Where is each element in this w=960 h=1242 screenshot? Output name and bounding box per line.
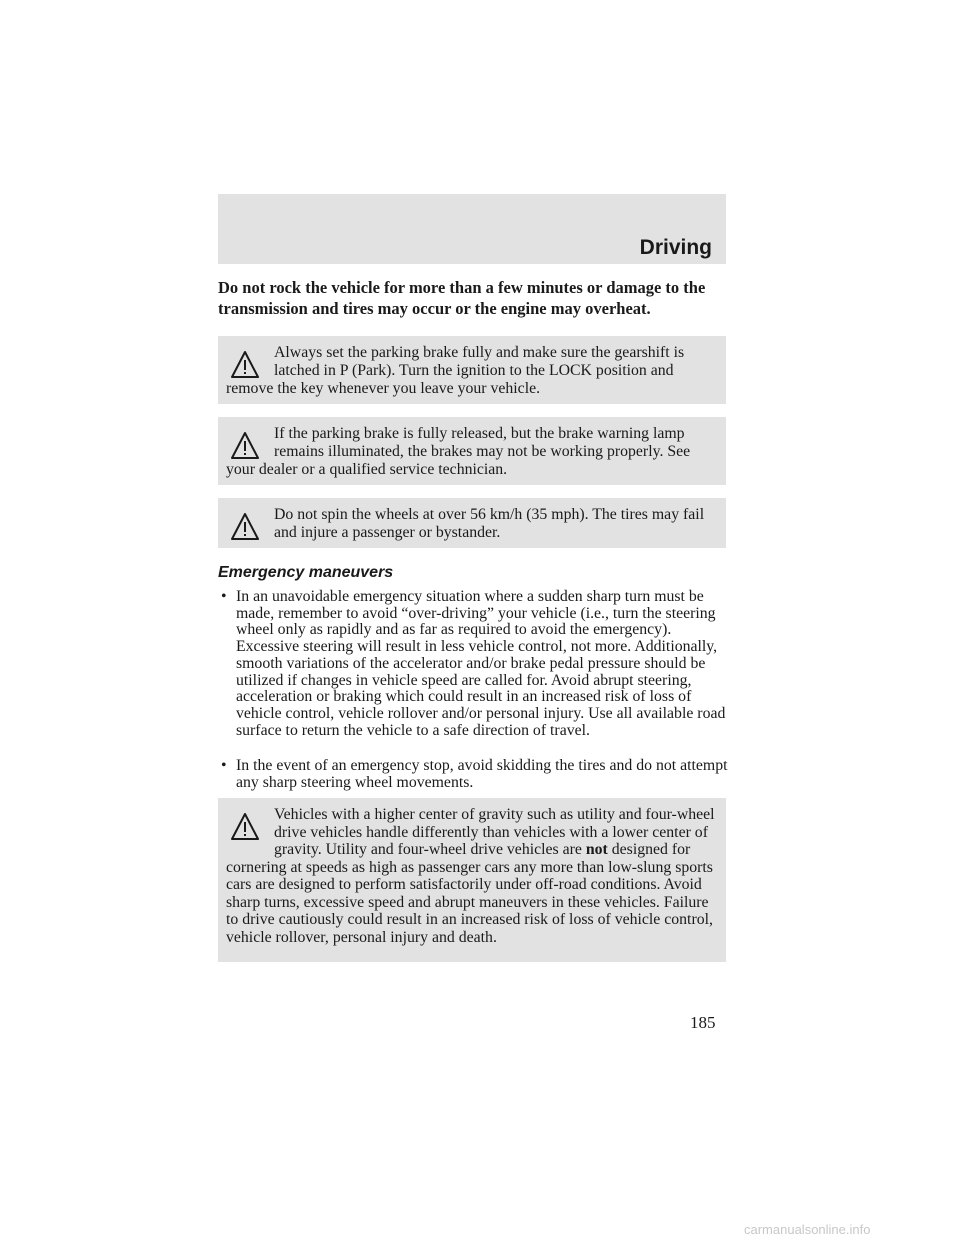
emergency-maneuvers-heading: Emergency maneuvers [218, 564, 394, 581]
section-header-band [218, 194, 726, 264]
warning-text [226, 806, 716, 946]
list-item [218, 758, 728, 791]
footer-watermark: carmanualsonline.info [744, 1222, 871, 1237]
bullet-icon: • [221, 588, 227, 605]
bullet-text: In the event of an emergency stop, avoid skidding the tires and do not attempt any sharp steering wheel movements. [236, 757, 728, 791]
warning-box-center-of-gravity [218, 798, 726, 962]
warning-text: If the parking brake is fully released, but the brake warning lamp remains illuminated, the brakes may not be working properly. See your dealer or a qualified service technician. [226, 425, 691, 479]
rocking-caution-text: Do not rock the vehicle for more than a few minutes or damage to the transmission and tires may occur or the engine may overheat. [218, 278, 706, 318]
bullet-icon: • [221, 757, 227, 774]
warning-text: Do not spin the wheels at over 56 km/h (35 mph). The tires may fail and injure a passenger or bystander. [274, 506, 705, 542]
warning-box-parking-brake [218, 336, 726, 404]
bullet-text: In an unavoidable emergency situation where a sudden sharp turn must be made, remember to avoid “over-driving” your vehicle (i.e., turn the steering wheel only as rapidly and as far as required to avoid the emergency). Excessive steering will result in less vehicle control, not more. Additionally, smooth variations of the accelerator and/or brake pedal pressure should be utilized if changes in vehicle speed are called for. Avoid abrupt steering, acceleration or braking which could result in an increased risk of loss of vehicle control, vehicle rollover and/or personal injury. Use all available road surface to return the vehicle to a safe direction of travel. [236, 588, 726, 739]
warning-triangle-icon [230, 350, 260, 380]
page-number: 185 [690, 1013, 716, 1032]
warning-text-part: designed for cornering at speeds as high as passenger cars any more than low-slung sports cars are designed to perform satisfactorily under off-road conditions. Avoid sharp turns, excessive speed and abrupt maneuvers in these vehicles. Failure to drive cautiously could result in an increased risk of loss of vehicle control, vehicle rollover, personal injury and death. [226, 841, 713, 946]
list-item [218, 589, 728, 739]
warning-box-wheel-spin [218, 498, 726, 548]
warning-triangle-icon [230, 431, 260, 461]
warning-text: Always set the parking brake fully and make sure the gearshift is latched in P (Park). Turn the ignition to the LOCK position and remove the key whenever you leave your vehicle. [226, 344, 685, 398]
warning-triangle-icon [230, 512, 260, 542]
warning-triangle-icon [230, 812, 260, 842]
warning-box-brake-lamp [218, 417, 726, 485]
section-title: Driving [639, 236, 712, 259]
emphasis-not: not [585, 841, 608, 858]
warning-text-part: Vehicles with a higher center of gravity such as utility and four-wheel drive vehicles handle differently than vehicles with a lower center of gravity. Utility and four-wheel drive vehicles are [274, 806, 715, 858]
